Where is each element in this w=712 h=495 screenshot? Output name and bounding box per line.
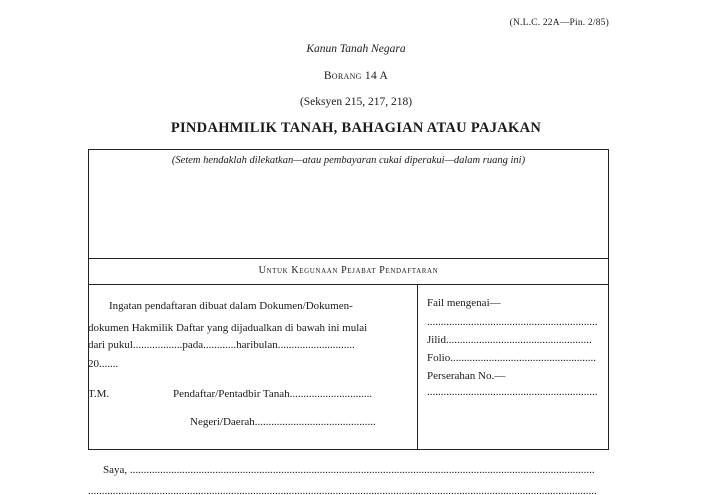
- registration-text-line2: dokumen Hakmilik Daftar yang dijadualkan di bawah ini mulai: [88, 322, 368, 334]
- volume-field[interactable]: Jilid.....................................................: [427, 334, 592, 346]
- file-field[interactable]: ..............................................................: [427, 316, 598, 328]
- continuation-line[interactable]: .........................................................................................................................................................................................: [88, 485, 597, 495]
- office-column-divider: [417, 284, 418, 450]
- presentation-field[interactable]: ..............................................................: [427, 386, 598, 398]
- registration-text-line1: Ingatan pendaftaran dibuat dalam Dokumen/Dokumen-: [109, 300, 353, 312]
- registrar-field[interactable]: Pendaftar/Pentadbir Tanah..............................: [173, 388, 373, 400]
- presentation-label: Perserahan No.—: [427, 370, 506, 382]
- form-title: PINDAHMILIK TANAH, BAHAGIAN ATAU PAJAKAN: [170, 120, 542, 136]
- reference-number: (N.L.C. 22A—Pin. 2/85): [509, 18, 609, 28]
- folio-field[interactable]: Folio.....................................................: [427, 352, 596, 364]
- registration-year-field[interactable]: 20.......: [88, 358, 119, 370]
- section-reference: (Seksyen 215, 217, 218): [299, 96, 413, 108]
- tm-label: T.M.: [88, 388, 110, 400]
- state-district-field[interactable]: Negeri/Daerah............................................: [190, 416, 376, 428]
- office-use-heading: Untuk Kegunaan Pejabat Pendaftaran: [258, 265, 439, 276]
- act-title: Kanun Tanah Negara: [306, 43, 406, 55]
- office-heading-divider: [88, 284, 609, 285]
- transferor-field[interactable]: Saya, .........................................................................................................................................................................: [103, 464, 595, 476]
- file-label: Fail mengenai—: [427, 297, 501, 309]
- form-number: Borang 14 A: [323, 70, 389, 82]
- stamp-note: (Setem hendaklah dilekatkan—atau pembayaran cukai diperakui—dalam ruang ini): [171, 155, 526, 166]
- registration-time-field[interactable]: dari pukul..................pada............haribulan............................: [88, 339, 355, 351]
